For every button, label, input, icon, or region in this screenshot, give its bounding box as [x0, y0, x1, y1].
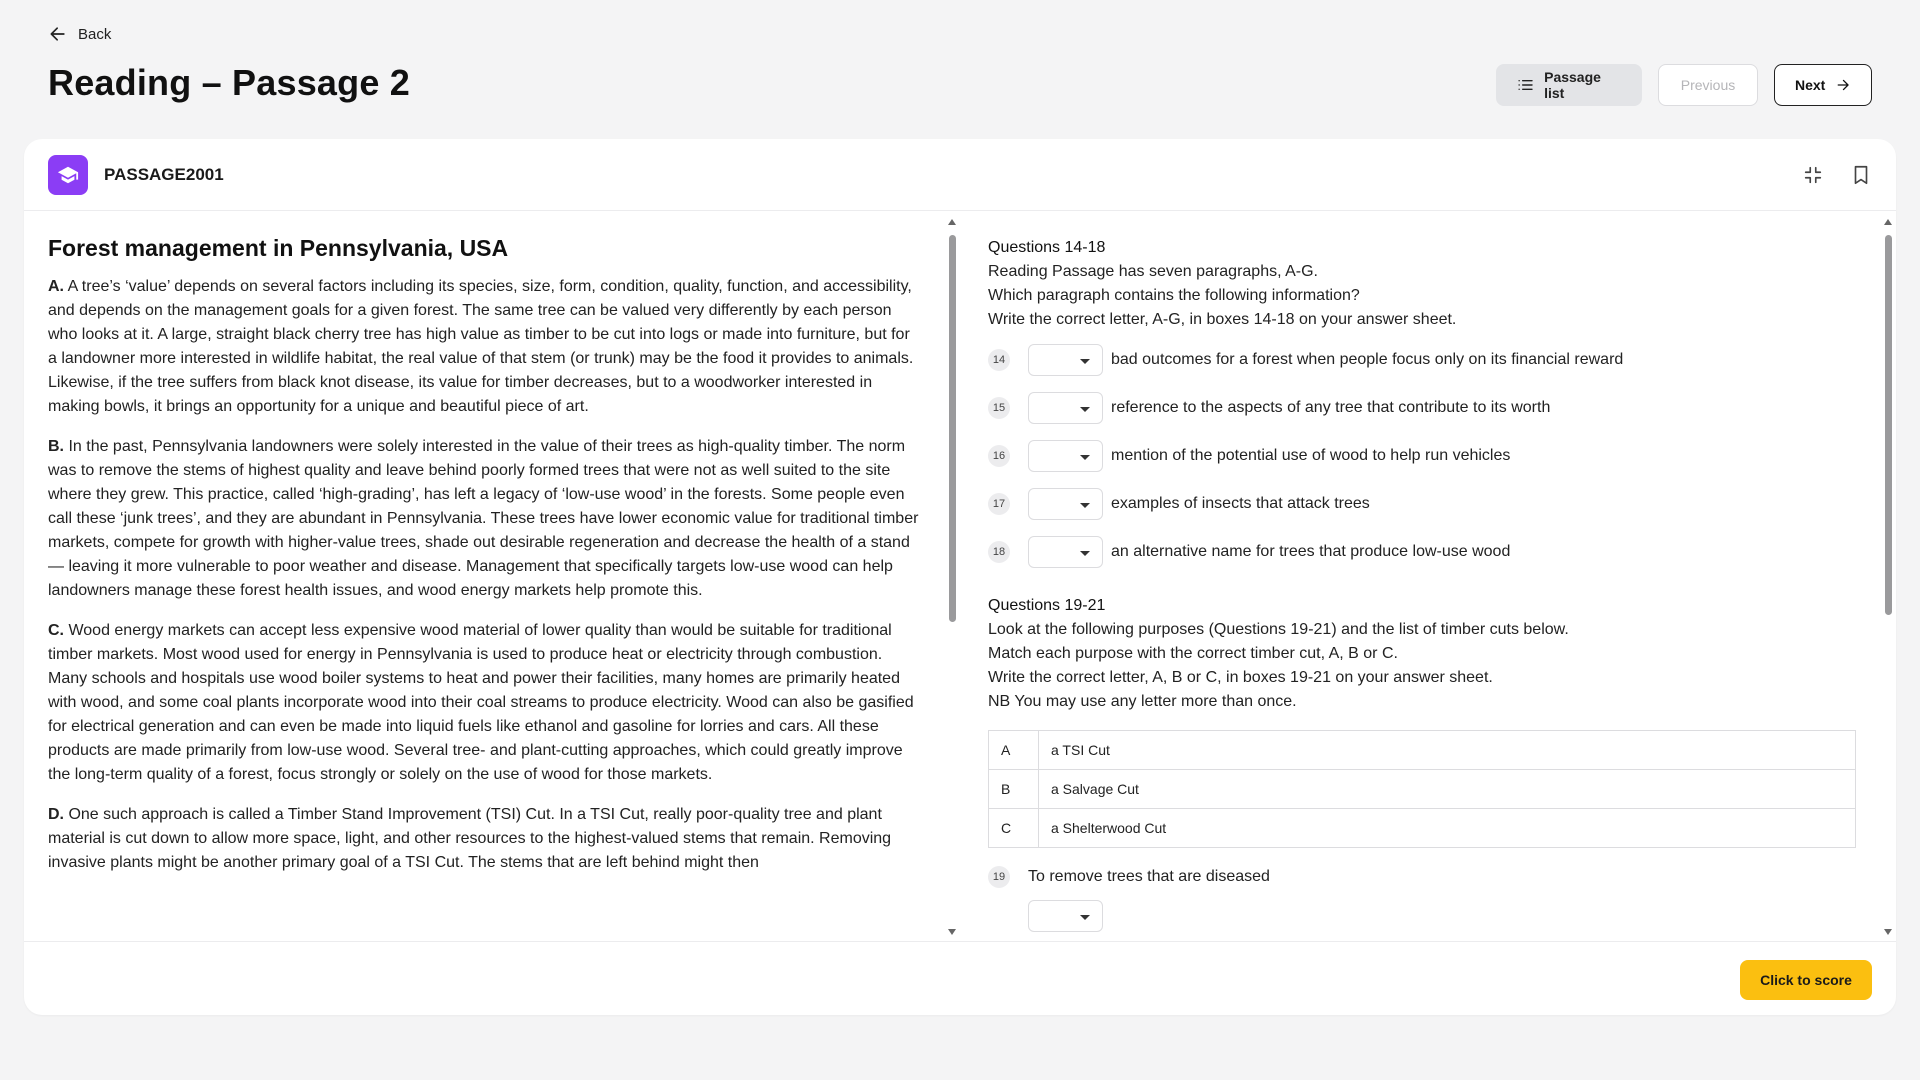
scroll-down-arrow[interactable] [1884, 929, 1892, 935]
previous-label: Previous [1680, 77, 1736, 93]
passage-pane[interactable] [48, 211, 923, 944]
option-letter: B [989, 770, 1039, 809]
collapse-icon[interactable] [1802, 164, 1824, 186]
table-row [989, 809, 1856, 848]
scroll-thumb[interactable] [949, 235, 956, 622]
paragraph-letter: D. [48, 806, 64, 823]
option-text: a TSI Cut [1039, 731, 1856, 770]
paragraph-c [48, 619, 923, 787]
previous-button[interactable] [1658, 64, 1758, 106]
paragraph-b [48, 435, 923, 603]
question-row [988, 488, 1868, 520]
instruction-line: Match each purpose with the correct timber cut, A, B or C. [988, 645, 1398, 662]
arrow-left-icon [48, 24, 68, 44]
question-number: 18 [988, 541, 1010, 563]
instruction-line: Reading Passage has seven paragraphs, A-G. [988, 263, 1318, 280]
answer-dropdown[interactable] [1028, 900, 1103, 932]
back-label: Back [78, 25, 112, 43]
answer-dropdown[interactable] [1028, 344, 1103, 376]
question-number: 15 [988, 397, 1010, 419]
scroll-up-arrow[interactable] [1884, 219, 1892, 225]
option-text: a Salvage Cut [1039, 770, 1856, 809]
instruction-line: NB You may use any letter more than once. [988, 693, 1297, 710]
questions-19-21-heading: Questions 19-21 [988, 597, 1106, 614]
option-letter: C [989, 809, 1039, 848]
footer-divider [24, 941, 1896, 942]
question-number: 19 [988, 866, 1010, 888]
question-text: bad outcomes for a forest when people focus only on its financial reward [1111, 351, 1624, 368]
question-text: an alternative name for trees that produce low-use wood [1111, 543, 1511, 560]
question-number: 14 [988, 349, 1010, 371]
question-row [988, 344, 1868, 376]
questions-pane[interactable] [988, 219, 1868, 944]
answer-dropdown[interactable] [1028, 392, 1103, 424]
paragraph-letter: B. [48, 438, 64, 455]
paragraph-text: Wood energy markets can accept less expensive wood material of lower quality than would be suitable for traditional timber markets. Most wood used for energy in Pennsylvania is used to produce heat or electricity through combustion. Many schools and hospitals use wood boiler systems to heat and power their facilities, many homes are primarily heated with wood, and some coal plants incorporate wood into their coal streams to produce electricity. Wood can also be gasified for electrical generation and can even be made into liquid fuels like ethanol and gasoline for lorries and cars. All these products are made primarily from low-use wood. Several tree- and plant-cutting approaches, which could greatly improve the long-term quality of a forest, focus strongly or solely on the use of wood for those markets. [48, 622, 914, 783]
instruction-line: Which paragraph contains the following information? [988, 287, 1360, 304]
top-actions [1496, 64, 1872, 106]
header-icons [1802, 164, 1872, 186]
question-row [988, 392, 1868, 424]
scroll-up-arrow[interactable] [948, 219, 956, 225]
table-row [989, 770, 1856, 809]
answer-dropdown[interactable] [1028, 440, 1103, 472]
question-number: 17 [988, 493, 1010, 515]
next-button[interactable] [1774, 64, 1872, 106]
options-table [988, 730, 1856, 848]
next-label: Next [1795, 77, 1826, 93]
instruction-line: Write the correct letter, A, B or C, in boxes 19-21 on your answer sheet. [988, 669, 1493, 686]
questions-scrollbar[interactable] [1882, 219, 1894, 935]
question-row [988, 866, 1868, 888]
paragraph-text: A tree’s ‘value’ depends on several factors including its species, size, form, condition, quality, function, and accessibility, and depends on the management goals for a given forest. The same tree can be valued very differently by each person who looks at it. A large, straight black cherry tree has high value as timber to be cut into logs or made into furniture, but for a landowner more interested in wildlife habitat, the real value of that stem (or trunk) may be the food it provides to animals. Likewise, if the tree suffers from black knot disease, its value for timber decreases, but to a woodworker interested in making bowls, it brings an opportunity for a unique and beautiful piece of art. [48, 278, 914, 415]
score-button[interactable]: Click to score [1740, 960, 1872, 1000]
list-icon [1517, 76, 1534, 94]
question-row [988, 440, 1868, 472]
option-letter: A [989, 731, 1039, 770]
arrow-right-icon [1835, 76, 1851, 94]
question-text: To remove trees that are diseased [1028, 868, 1270, 885]
question-text: mention of the potential use of wood to help run vehicles [1111, 447, 1511, 464]
answer-dropdown[interactable] [1028, 488, 1103, 520]
paragraph-text: In the past, Pennsylvania landowners were solely interested in the value of their trees as high-quality timber. The norm was to remove the stems of highest quality and leave behind poorly formed trees that were not as well suited to the site where they grew. This practice, called ‘high-grading’, has left a legacy of ‘low-use wood’ in the forests. Some people even call these ‘junk trees’, and they are abundant in Pennsylvania. These trees have lower economic value for traditional timber markets, compete for growth with higher-value trees, shade out desirable regeneration and decrease the health of a stand — leaving it more vulnerable to poor weather and disease. Management that specifically targets low-use wood can help landowners manage these forest health issues, and wood energy markets help promote this. [48, 438, 919, 599]
bookmark-icon[interactable] [1850, 164, 1872, 186]
passage-title: Forest management in Pennsylvania, USA [48, 235, 509, 261]
table-row [989, 731, 1856, 770]
passage-scrollbar[interactable] [946, 219, 958, 935]
instruction-line: Look at the following purposes (Questions 19-21) and the list of timber cuts below. [988, 621, 1569, 638]
questions-14-18-heading: Questions 14-18 [988, 239, 1106, 256]
paragraph-letter: A. [48, 278, 64, 295]
question-row [988, 536, 1868, 568]
answer-dropdown[interactable] [1028, 536, 1103, 568]
question-text: reference to the aspects of any tree that contribute to its worth [1111, 399, 1551, 416]
passage-list-label: Passage list [1544, 69, 1601, 101]
passage-list-button[interactable] [1496, 64, 1642, 106]
card-header [24, 139, 1896, 211]
question-text: examples of insects that attack trees [1111, 495, 1370, 512]
back-button[interactable] [48, 24, 111, 44]
paragraph-a [48, 275, 923, 419]
paragraph-letter: C. [48, 622, 64, 639]
passage-code: PASSAGE2001 [104, 164, 224, 184]
scroll-down-arrow[interactable] [948, 929, 956, 935]
paragraph-d [48, 803, 923, 875]
graduation-cap-icon [48, 155, 88, 195]
scroll-thumb[interactable] [1885, 235, 1892, 615]
option-text: a Shelterwood Cut [1039, 809, 1856, 848]
question-number: 16 [988, 445, 1010, 467]
instruction-line: Write the correct letter, A-G, in boxes 14-18 on your answer sheet. [988, 311, 1457, 328]
page-title: Reading – Passage 2 [48, 62, 410, 103]
paragraph-text: One such approach is called a Timber Stand Improvement (TSI) Cut. In a TSI Cut, really poor-quality tree and plant material is cut down to allow more space, light, and other resources to the highest-valued stems that remain. Removing invasive plants might be another primary goal of a TSI Cut. The stems that are left behind might then [48, 806, 892, 871]
